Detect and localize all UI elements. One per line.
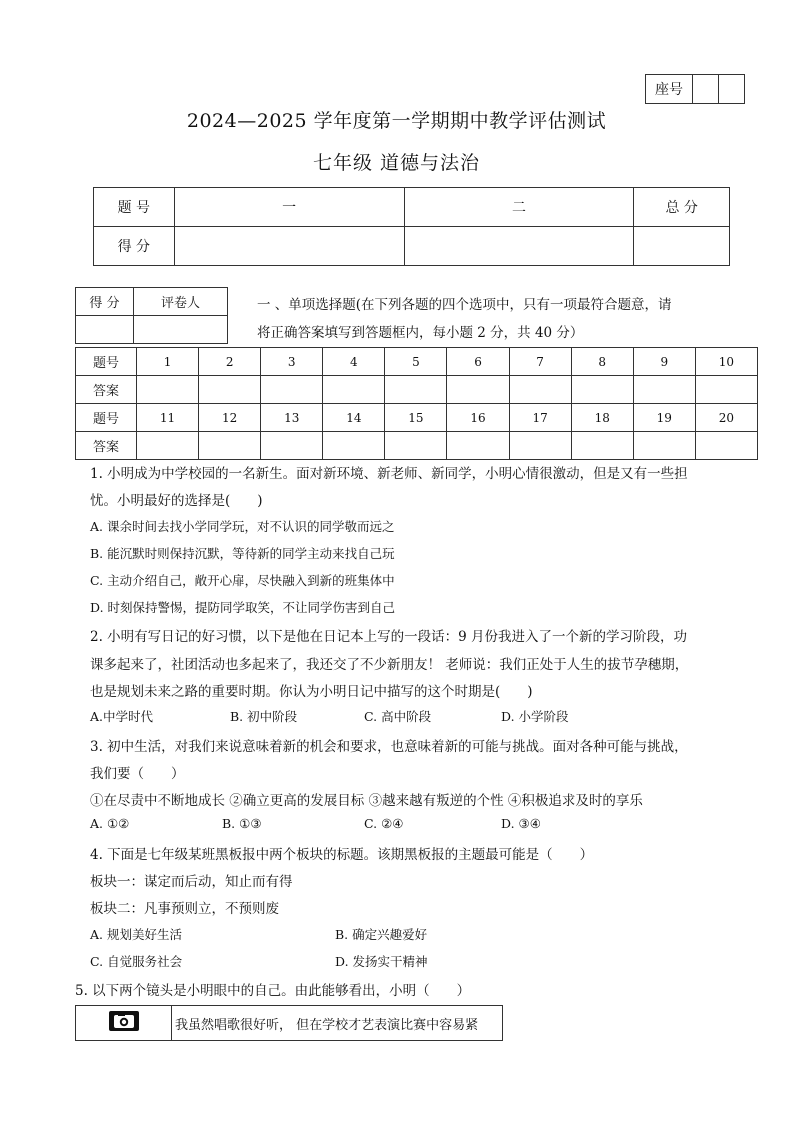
question-number: 11	[137, 404, 199, 432]
question-number: 16	[447, 404, 509, 432]
seat-cell-2	[719, 75, 745, 104]
question-number: 12	[199, 404, 261, 432]
q2-stem-line3: 也是规划未来之路的重要时期。你认为小明日记中描写的这个时期是( )	[90, 684, 533, 700]
seat-cell-1	[693, 75, 719, 104]
question-number: 18	[571, 404, 633, 432]
score-header-item: 题 号	[94, 188, 175, 227]
answer-label: 答案	[76, 432, 137, 460]
question-number-label: 题号	[76, 348, 137, 376]
clip1-text: 我虽然唱歌很好听， 但在学校才艺表演比赛中容易紧	[172, 1006, 503, 1041]
score-header-part2: 二	[404, 188, 634, 227]
answer-cell[interactable]	[571, 376, 633, 404]
answer-cell[interactable]	[261, 376, 323, 404]
question-number: 15	[385, 404, 447, 432]
q4-block1: 板块一：谋定而后动，知止而有得	[90, 874, 293, 890]
question-number: 6	[447, 348, 509, 376]
q1-option-d: D. 时刻保持警惕，提防同学取笑，不让同学伤害到自己	[90, 600, 396, 615]
exam-subtitle: 七年级 道德与法治	[312, 152, 481, 174]
score-header-part1: 一	[174, 188, 404, 227]
q5-clip-table	[75, 1005, 503, 1041]
answer-grid-number-row	[76, 348, 758, 376]
answer-cell[interactable]	[633, 432, 695, 460]
answer-cell[interactable]	[695, 376, 757, 404]
q3-statements: ①在尽责中不断地成长 ②确立更高的发展目标 ③越来越有叛逆的个性 ④积极追求及时的享乐	[90, 793, 643, 809]
question-number: 4	[323, 348, 385, 376]
score-cell-part1	[174, 227, 404, 266]
score-cell-total	[634, 227, 730, 266]
question-number: 9	[633, 348, 695, 376]
answer-cell[interactable]	[695, 432, 757, 460]
score-row-label: 得 分	[94, 227, 175, 266]
question-number: 2	[199, 348, 261, 376]
answer-cell[interactable]	[447, 376, 509, 404]
q4-stem-line1: 4. 下面是七年级某班黑板报中两个板块的标题。该期黑板报的主题最可能是（ ）	[90, 847, 594, 863]
q2-option-c: C. 高中阶段	[364, 709, 432, 724]
q2-option-d: D. 小学阶段	[501, 709, 569, 724]
grader-score-label: 得 分	[76, 288, 134, 316]
section1-instructions-line1: 一 、单项选择题(在下列各题的四个选项中，只有一项最符合题意，请	[257, 297, 672, 313]
score-cell-part2	[404, 227, 634, 266]
grader-name-label: 评卷人	[134, 288, 228, 316]
section1-instructions-line2: 将正确答案填写到答题框内，每小题 2 分，共 40 分）	[257, 325, 584, 341]
answer-cell[interactable]	[323, 376, 385, 404]
question-number: 19	[633, 404, 695, 432]
question-number: 14	[323, 404, 385, 432]
answer-cell[interactable]	[137, 432, 199, 460]
q3-stem-line2: 我们要（ ）	[90, 766, 185, 782]
exam-title: 2024—2025 学年度第一学期期中教学评估测试	[186, 110, 607, 132]
question-number-label: 题号	[76, 404, 137, 432]
question-number: 1	[137, 348, 199, 376]
answer-cell[interactable]	[385, 432, 447, 460]
answer-label: 答案	[76, 376, 137, 404]
q2-option-a: A.中学时代	[90, 709, 154, 724]
question-number: 13	[261, 404, 323, 432]
answer-cell[interactable]	[633, 376, 695, 404]
score-header-total: 总 分	[634, 188, 730, 227]
q1-stem-line1: 1. 小明成为中学校园的一名新生。面对新环境、新老师、新同学，小明心情很激动，但是又有一些担	[90, 466, 688, 482]
answer-grid-answer-row	[76, 376, 758, 404]
question-number: 17	[509, 404, 571, 432]
answer-grid-answer-row	[76, 432, 758, 460]
question-number: 20	[695, 404, 757, 432]
q3-option-a: A. ①②	[90, 816, 130, 831]
answer-cell[interactable]	[261, 432, 323, 460]
answer-cell[interactable]	[509, 376, 571, 404]
q4-option-b: B. 确定兴趣爱好	[335, 927, 428, 942]
q2-stem-line1: 2. 小明有写日记的好习惯，以下是他在日记本上写的一段话：9 月份我进入了一个新的学习阶段，功	[90, 629, 688, 645]
grader-table	[75, 287, 228, 344]
answer-cell[interactable]	[509, 432, 571, 460]
answer-cell[interactable]	[385, 376, 447, 404]
q1-option-c: C. 主动介绍自己，敞开心扉，尽快融入到新的班集体中	[90, 573, 395, 588]
q2-option-b: B. 初中阶段	[230, 709, 298, 724]
grader-score-cell	[76, 316, 134, 344]
q4-option-c: C. 自觉服务社会	[90, 954, 183, 969]
score-table	[93, 187, 730, 266]
clip-icon-cell	[76, 1006, 172, 1041]
camera-icon	[109, 1011, 139, 1035]
answer-cell[interactable]	[447, 432, 509, 460]
q1-option-a: A. 课余时间去找小学同学玩，对不认识的同学敬而远之	[90, 519, 395, 534]
answer-cell[interactable]	[323, 432, 385, 460]
answer-cell[interactable]	[199, 432, 261, 460]
seat-number-box	[645, 74, 745, 104]
q4-option-d: D. 发扬实干精神	[335, 954, 428, 969]
seat-label: 座号	[646, 75, 693, 104]
q4-option-a: A. 规划美好生活	[90, 927, 182, 942]
q2-stem-line2: 课多起来了，社团活动也多起来了，我还交了不少新朋友！ 老师说：我们正处于人生的拔节孕穗期，	[90, 657, 689, 673]
question-number: 5	[385, 348, 447, 376]
question-number: 7	[509, 348, 571, 376]
grader-name-cell	[134, 316, 228, 344]
q3-option-c: C. ②④	[364, 816, 404, 831]
answer-grid-number-row	[76, 404, 758, 432]
q3-stem-line1: 3. 初中生活，对我们来说意味着新的机会和要求，也意味着新的可能与挑战。面对各种可能与挑战，	[90, 739, 688, 755]
q1-stem-line2: 忧。小明最好的选择是( )	[90, 493, 263, 509]
answer-grid	[75, 347, 758, 460]
question-number: 3	[261, 348, 323, 376]
question-number: 8	[571, 348, 633, 376]
answer-cell[interactable]	[571, 432, 633, 460]
q1-option-b: B. 能沉默时则保持沉默，等待新的同学主动来找自己玩	[90, 546, 395, 561]
answer-cell[interactable]	[137, 376, 199, 404]
q4-block2: 板块二：凡事预则立，不预则废	[90, 901, 279, 917]
q5-stem: 5. 以下两个镜头是小明眼中的自己。由此能够看出，小明（ ）	[75, 983, 471, 999]
q3-option-d: D. ③④	[501, 816, 541, 831]
question-number: 10	[695, 348, 757, 376]
answer-cell[interactable]	[199, 376, 261, 404]
q3-option-b: B. ①③	[222, 816, 262, 831]
